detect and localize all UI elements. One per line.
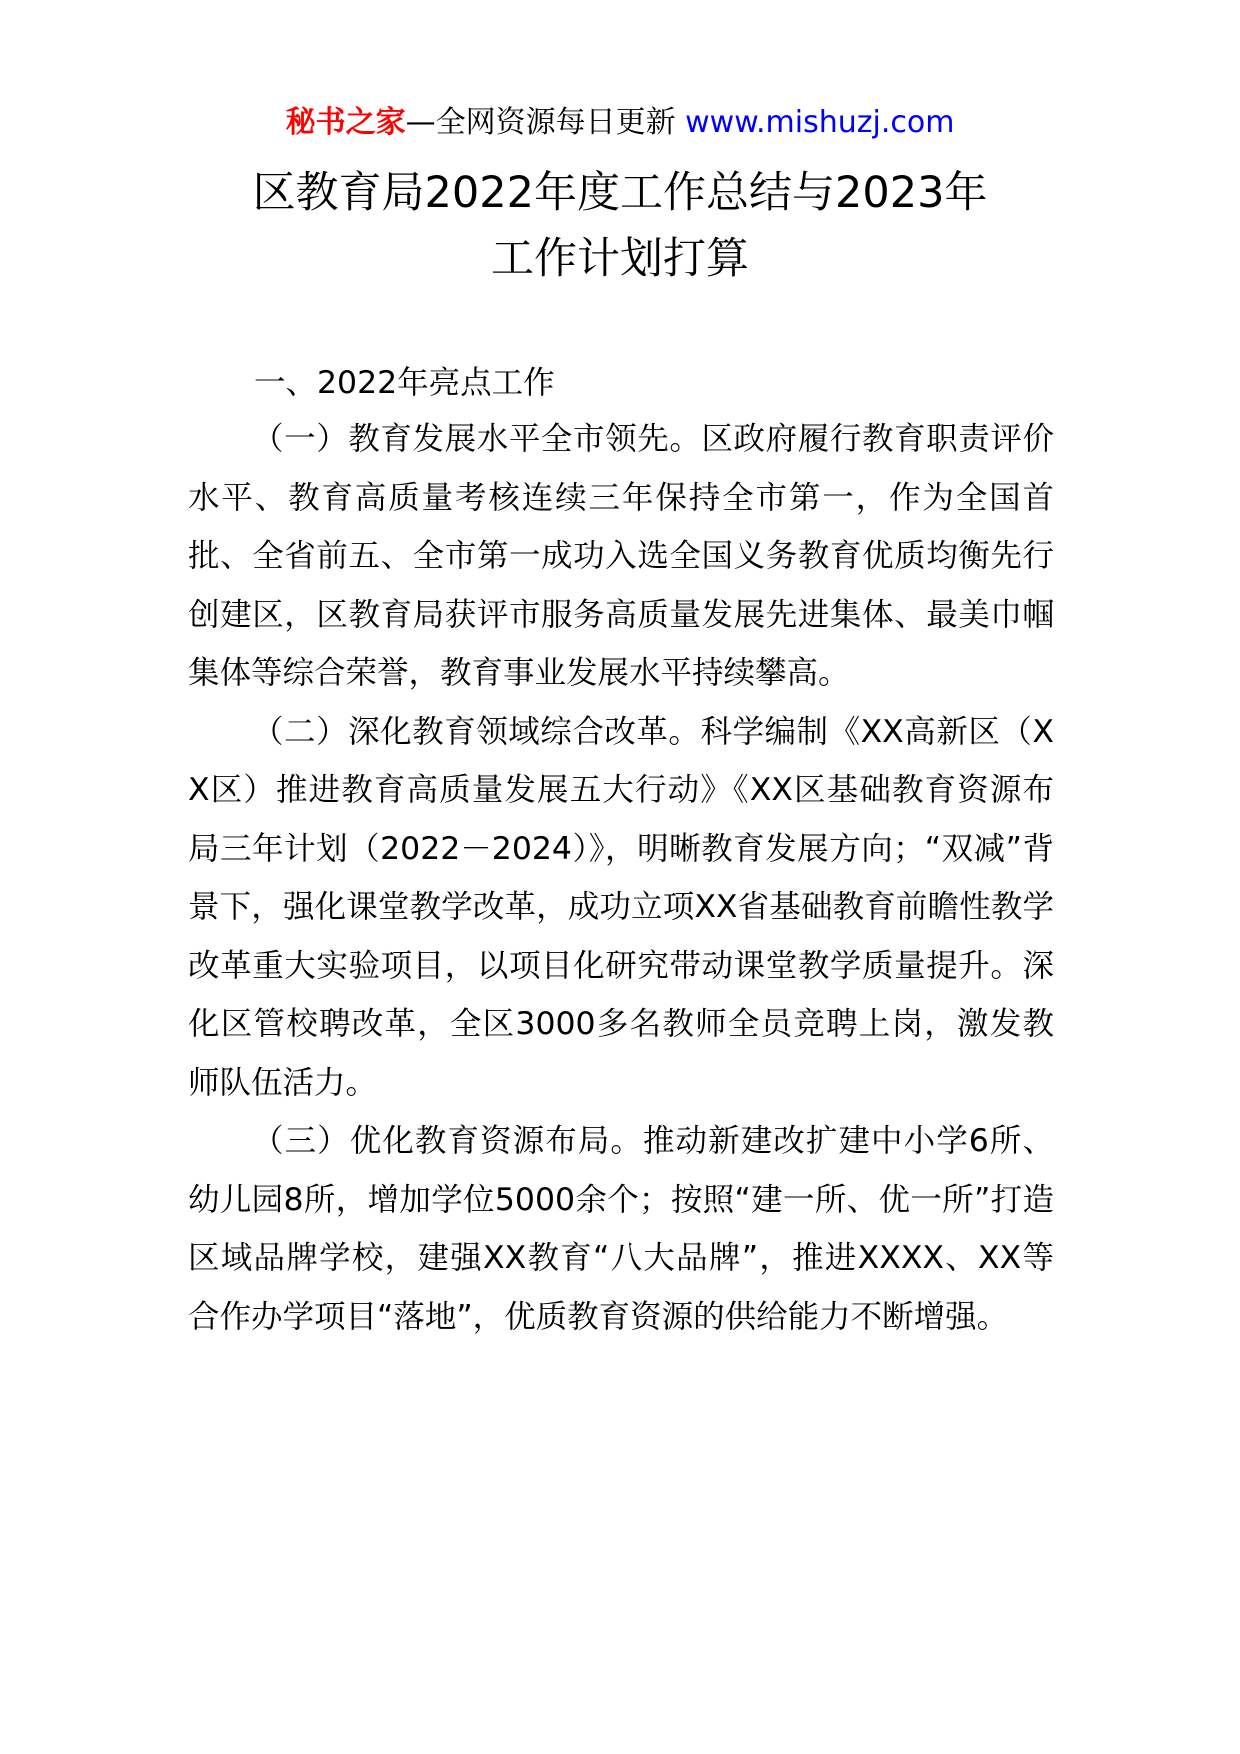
paragraph-1: （一）教育发展水平全市领先。区政府履行教育职责评价水平、教育高质量考核连续三年保持全市第一，作为全国首批、全省前五、全市第一成功入选全国义务教育优质均衡先行创建区，区教育局获评市服务高质量发展先进集体、最美巾帼集体等综合荣誉，教育事业发展水平持续攀高。 [188,421,1054,691]
paragraph-2: （二）深化教育领域综合改革。科学编制《XX高新区（XX区）推进教育高质量发展五大行动》《XX区基础教育资源布局三年计划（2022－2024）》，明晰教育发展方向；“双减”背景下，强化课堂教学改革，成功立项XX省基础教育前瞻性教学改革重大实验项目，以项目化研究带动课堂教学质量提升。深化区管校聘改革，全区3000多名教师全员竞聘上岗，激发教师队伍活力。 [188,713,1054,1101]
title-line-2: 工作计划打算 [491,234,749,284]
brand-name: 秘书之家 [285,105,406,140]
document-body [188,356,1054,1346]
paragraph-3: （三）优化教育资源布局。推动新建改扩建中小学6所、幼儿园8所，增加学位5000余个；按照“建一所、优一所”打造区域品牌学校，建强XX教育“八大品牌”，推进XXXX、XX等合作办学项目“落地”，优质教育资源的供给能力不断增强。 [188,1123,1054,1335]
document-title [0,160,1240,292]
section-heading: 一、2022年亮点工作 [254,365,555,401]
website-link[interactable]: www.mishuzj.com [685,105,955,140]
banner-slogan: —全网资源每日更新 [405,105,676,140]
site-banner [0,100,1240,146]
title-line-1: 区教育局2022年度工作总结与2023年 [252,168,988,218]
